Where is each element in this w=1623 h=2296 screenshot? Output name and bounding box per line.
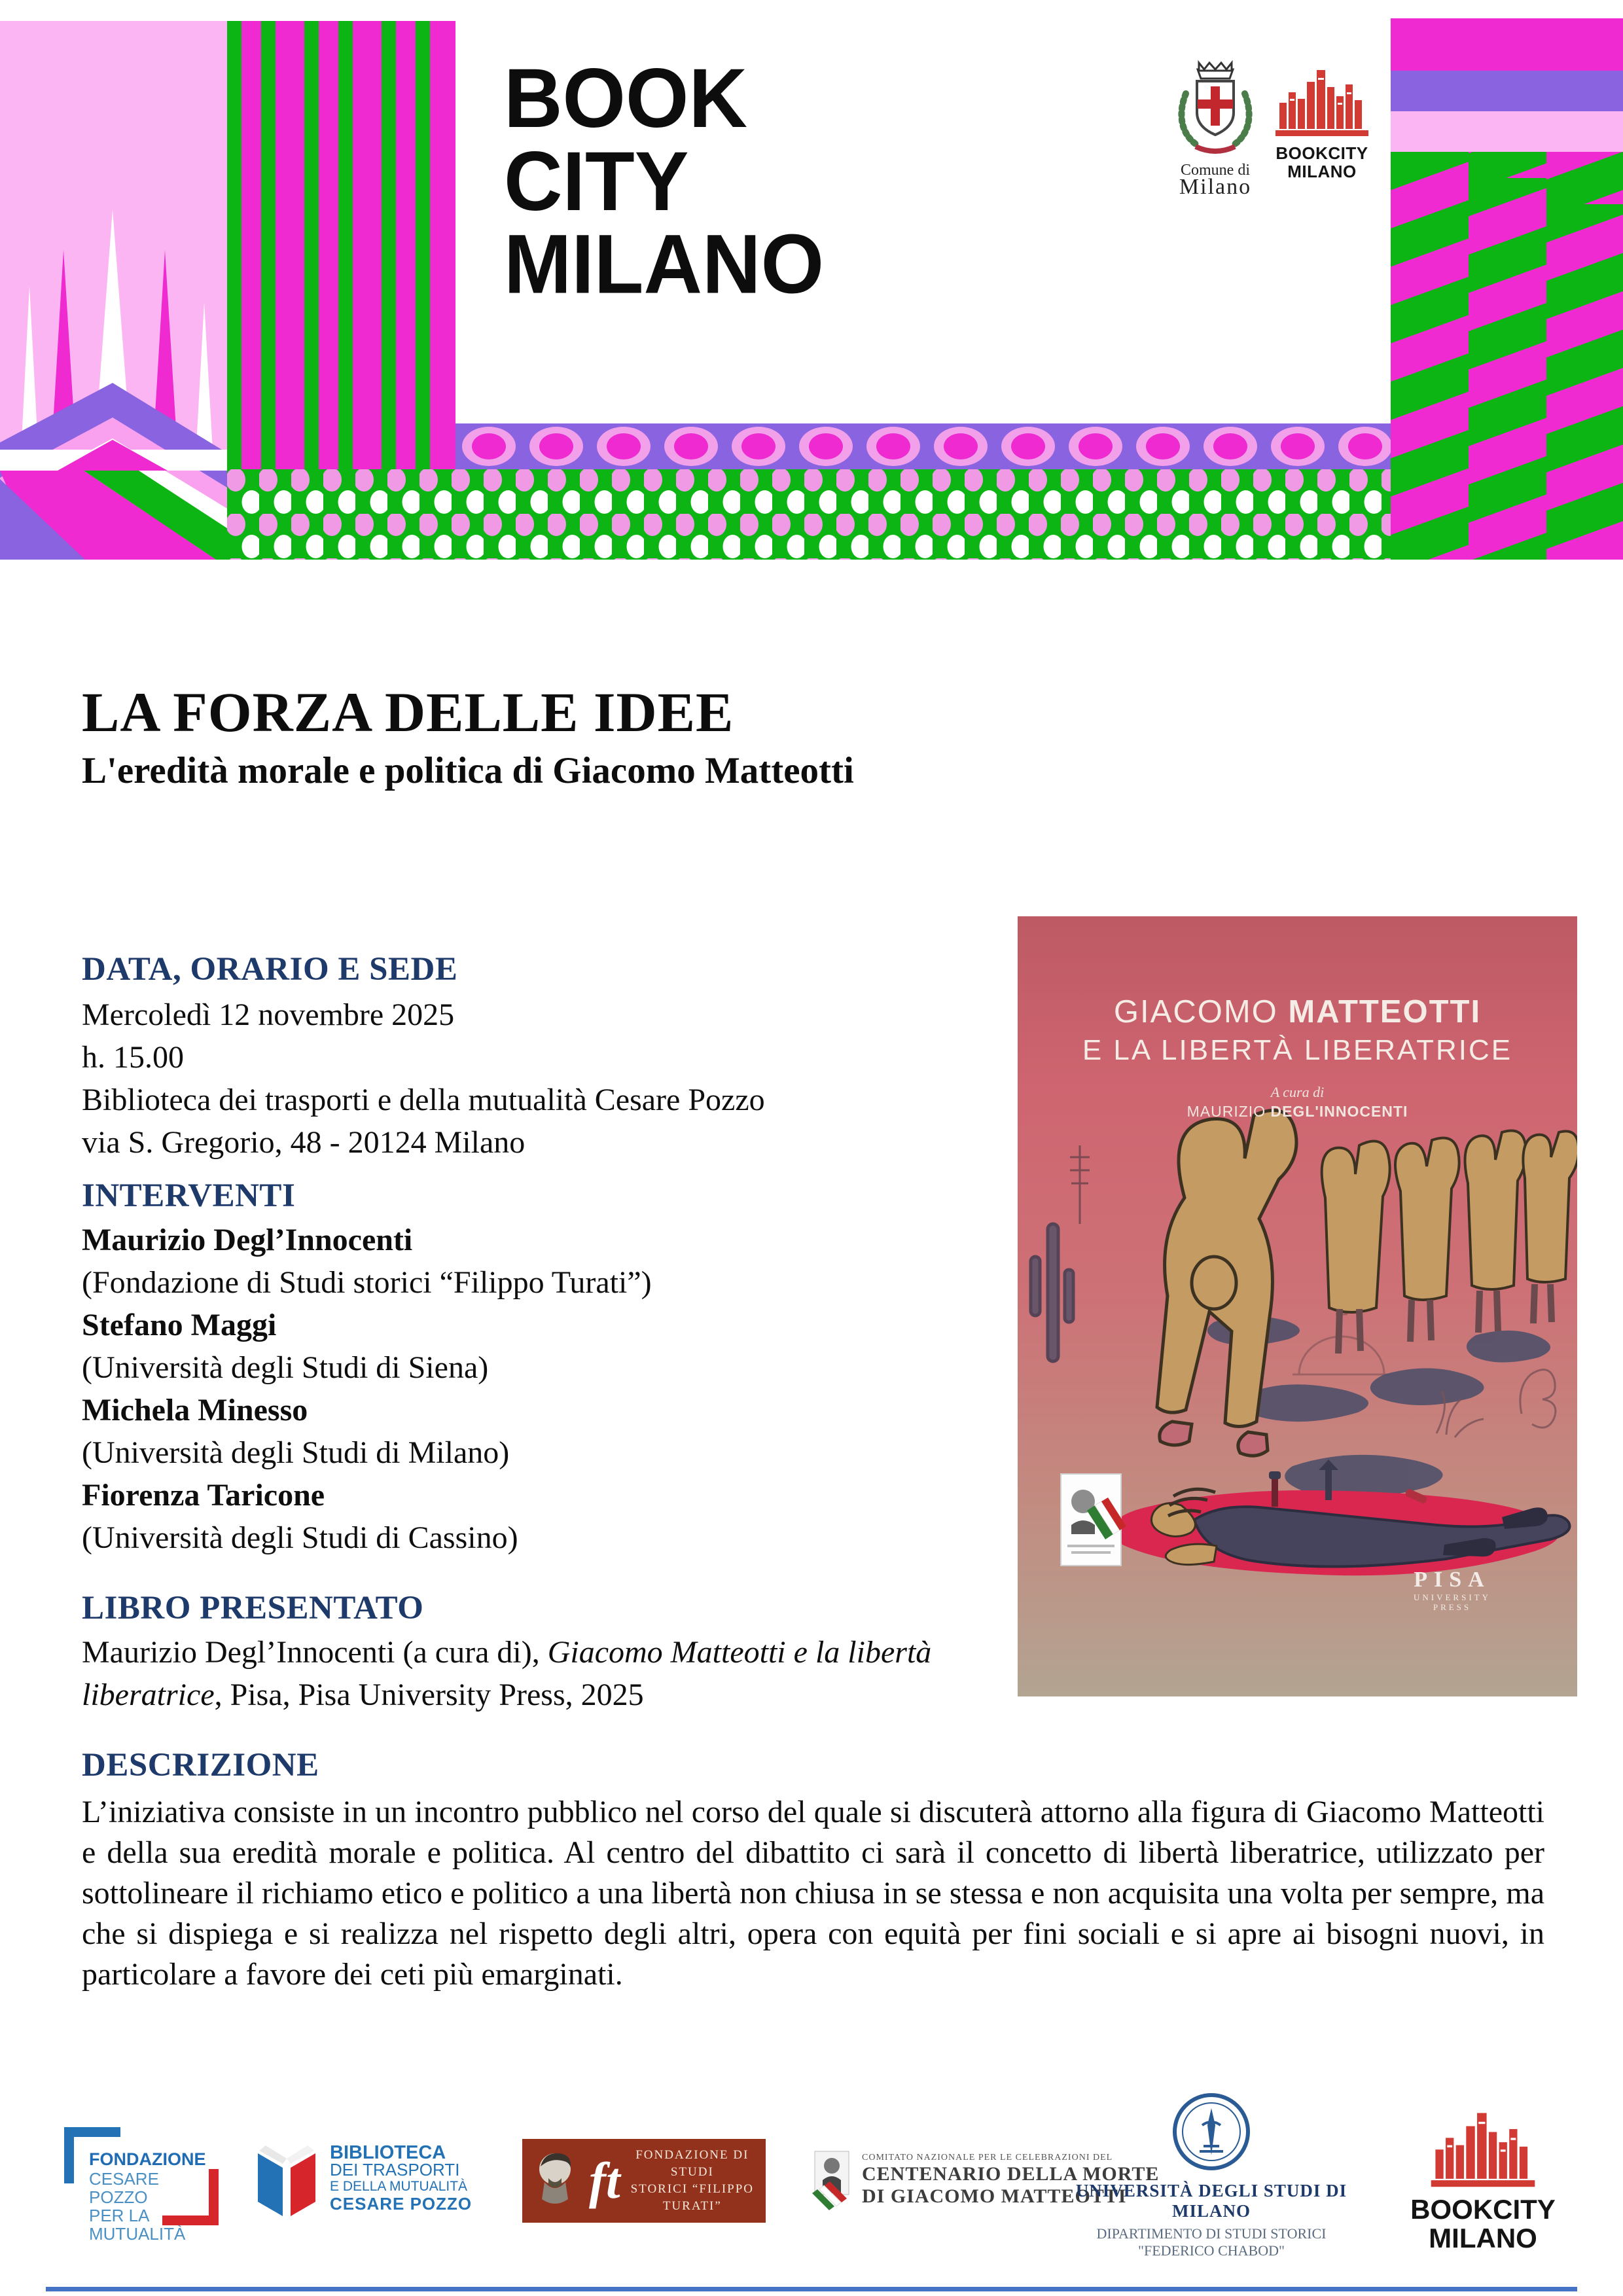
bookcity-logo-text bbox=[1270, 144, 1374, 181]
bib-line2: DEI TRASPORTI bbox=[330, 2160, 460, 2179]
centenario-line3: DI GIACOMO MATTEOTTI bbox=[862, 2185, 1127, 2207]
unimi-line2: DIPARTIMENTO DI STUDI STORICI bbox=[1096, 2225, 1327, 2242]
venue-heading: DATA, ORARIO E SEDE bbox=[82, 951, 458, 988]
right-band-purple-stripe bbox=[1391, 71, 1623, 111]
footer-logo-biblioteca bbox=[253, 2139, 472, 2217]
description-paragraph: L’iniziativa consiste in un incontro pubblico nel corso del quale si discuterà attorno alla figura di Giacomo Matteotti e della sua eredità morale e politica. Al centro del dibattito ci sarà il concetto di libertà liberatrice, utilizzato per sottolineare il richiamo etico e politico a una libertà non chiusa in se stessa e non acquisita una volta per sempre, ma che si dispiega e si realizza nel rispetto degli altri, opera con equità per fini sociali e si apre ai bisogni nuovi, in particolare a favore dei ceti più emarginati. bbox=[82, 1795, 1544, 1992]
dotted-pattern-band bbox=[227, 469, 1391, 560]
matteotti-portrait-icon bbox=[811, 2150, 853, 2210]
speaker-affiliation: (Fondazione di Studi storici “Filippo Turati”) bbox=[82, 1265, 652, 1300]
speakers-list bbox=[82, 1219, 1011, 1559]
turati-portrait-icon bbox=[529, 2144, 584, 2217]
bib-line1: BIBLIOTECA bbox=[330, 2142, 446, 2163]
footer-logo-fondazione-cesare-pozzo bbox=[64, 2127, 219, 2244]
venue-time: h. 15.00 bbox=[82, 1040, 184, 1075]
bcf-line2: MILANO bbox=[1429, 2223, 1537, 2253]
speaker-name: Michela Minesso bbox=[82, 1393, 308, 1427]
wordmark-line-3: MILANO bbox=[504, 218, 825, 312]
bookcity-footer-text bbox=[1397, 2195, 1569, 2253]
cover-curator-first: MAURIZIO bbox=[1186, 1103, 1266, 1120]
header-banner bbox=[0, 0, 1623, 576]
footer-logo-fondazione-turati bbox=[522, 2139, 766, 2223]
footer-logo-bookcity bbox=[1397, 2104, 1569, 2253]
right-band-magenta-stripe bbox=[1391, 18, 1623, 71]
book-ref-title: Giacomo Matteotti e la libertà liberatrice bbox=[82, 1635, 932, 1712]
right-band-diagonal-1 bbox=[1391, 152, 1469, 560]
publisher-sub1: UNIVERSITY bbox=[1414, 1592, 1491, 1602]
centenario-line2: CENTENARIO DELLA MORTE bbox=[862, 2163, 1160, 2185]
venue-place: Biblioteca dei trasporti e della mutualità Cesare Pozzo bbox=[82, 1083, 765, 1117]
bib-line3: E DELLA MUTUALITÀ bbox=[330, 2179, 468, 2194]
bottom-rule bbox=[46, 2287, 1577, 2291]
book-ref-publisher: , Pisa, Pisa University Press, 2025 bbox=[214, 1677, 644, 1712]
book-cover-illustration bbox=[1018, 916, 1577, 1696]
turati-line1: FONDAZIONE DI STUDI bbox=[635, 2148, 749, 2179]
red-bracket-icon bbox=[162, 2169, 219, 2225]
bookcity-books-icon bbox=[1427, 2104, 1539, 2192]
duomo-spires-art bbox=[0, 21, 227, 560]
bcf-line1: BOOKCITY bbox=[1410, 2194, 1556, 2225]
centenario-line1: COMITATO NAZIONALE PER LE CELEBRAZIONI DEL bbox=[862, 2153, 1113, 2162]
cover-publisher-logo bbox=[1414, 1568, 1491, 1612]
unimi-line3: "FEDERICO CHABOD" bbox=[1138, 2242, 1285, 2259]
bookcity-text-bottom: MILANO bbox=[1287, 162, 1357, 181]
speakers-heading: INTERVENTI bbox=[82, 1177, 296, 1214]
bookcity-books-icon bbox=[1273, 62, 1371, 141]
wordmark-line-1: BOOK bbox=[504, 52, 747, 145]
fcp-line1: FONDAZIONE bbox=[89, 2149, 206, 2169]
cover-title-line2: E LA LIBERTÀ LIBERATRICE bbox=[1082, 1034, 1513, 1066]
unimi-seal-icon bbox=[1171, 2091, 1252, 2172]
right-band-diagonal-2 bbox=[1469, 152, 1546, 560]
bookcity-milano-logo bbox=[1270, 62, 1374, 181]
fcp-line3: PER LA MUTUALITÀ bbox=[89, 2206, 186, 2244]
bookcity-text-top: BOOKCITY bbox=[1275, 143, 1368, 163]
comune-text-top: Comune di bbox=[1181, 162, 1250, 179]
vertical-stripes-band bbox=[227, 21, 455, 473]
speaker-affiliation: (Università degli Studi di Cassino) bbox=[82, 1520, 518, 1555]
book-heading: LIBRO PRESENTATO bbox=[82, 1590, 424, 1626]
cover-title-matteotti: MATTEOTTI bbox=[1288, 994, 1482, 1030]
book-ref-curator: Maurizio Degl’Innocenti (a cura di), bbox=[82, 1635, 548, 1670]
venue-details bbox=[82, 994, 998, 1164]
page-title: LA FORZA DELLE IDEE bbox=[82, 681, 734, 744]
speaker-name: Stefano Maggi bbox=[82, 1308, 277, 1342]
turati-ft-monogram: ft bbox=[589, 2152, 620, 2209]
oval-pattern-band bbox=[455, 423, 1391, 469]
biblioteca-text bbox=[330, 2144, 472, 2212]
page-subtitle: L'eredità morale e politica di Giacomo Matteotti bbox=[82, 750, 854, 791]
turati-text bbox=[626, 2147, 759, 2215]
speaker-name: Fiorenza Taricone bbox=[82, 1478, 325, 1513]
unimi-line1: UNIVERSITÀ DEGLI STUDI DI MILANO bbox=[1075, 2181, 1347, 2221]
wordmark-line-2: CITY bbox=[504, 135, 689, 228]
cover-curator-label: A cura di bbox=[1270, 1084, 1325, 1100]
footer-logo-unimi bbox=[1074, 2091, 1349, 2259]
fcp-line2: CESARE POZZO bbox=[89, 2169, 159, 2207]
right-band-diagonal-3 bbox=[1546, 152, 1623, 560]
publisher-name: PISA bbox=[1414, 1568, 1491, 1592]
comune-text-bottom: Milano bbox=[1179, 175, 1252, 199]
speaker-name: Maurizio Degl’Innocenti bbox=[82, 1223, 413, 1257]
open-book-icon bbox=[253, 2139, 321, 2217]
comune-logo-text bbox=[1166, 162, 1264, 199]
book-reference bbox=[82, 1631, 991, 1716]
speaker-affiliation: (Università degli Studi di Siena) bbox=[82, 1350, 489, 1385]
bookcity-wordmark bbox=[504, 52, 825, 312]
description-heading: DESCRIZIONE bbox=[82, 1747, 319, 1784]
blue-bracket-icon bbox=[64, 2127, 120, 2183]
book-cover-image bbox=[1018, 916, 1577, 1696]
cover-curator-name bbox=[1018, 1103, 1577, 1121]
cover-title-giacomo: GIACOMO bbox=[1113, 994, 1278, 1030]
cover-curator-last: DEGL'INNOCENTI bbox=[1270, 1103, 1408, 1120]
comune-di-milano-logo bbox=[1166, 58, 1264, 199]
bib-line4: CESARE POZZO bbox=[330, 2194, 473, 2214]
unimi-dept bbox=[1074, 2225, 1349, 2259]
speaker-affiliation: (Università degli Studi di Milano) bbox=[82, 1435, 510, 1470]
venue-address: via S. Gregorio, 48 - 20124 Milano bbox=[82, 1125, 526, 1160]
right-band-pink-stripe bbox=[1391, 111, 1623, 152]
venue-date: Mercoledì 12 novembre 2025 bbox=[82, 997, 455, 1032]
cover-title-line1 bbox=[1018, 994, 1577, 1030]
publisher-sub2: PRESS bbox=[1433, 1602, 1472, 1612]
comune-crest-icon bbox=[1166, 58, 1264, 156]
turati-line2: STORICI “FILIPPO TURATI” bbox=[630, 2182, 755, 2213]
